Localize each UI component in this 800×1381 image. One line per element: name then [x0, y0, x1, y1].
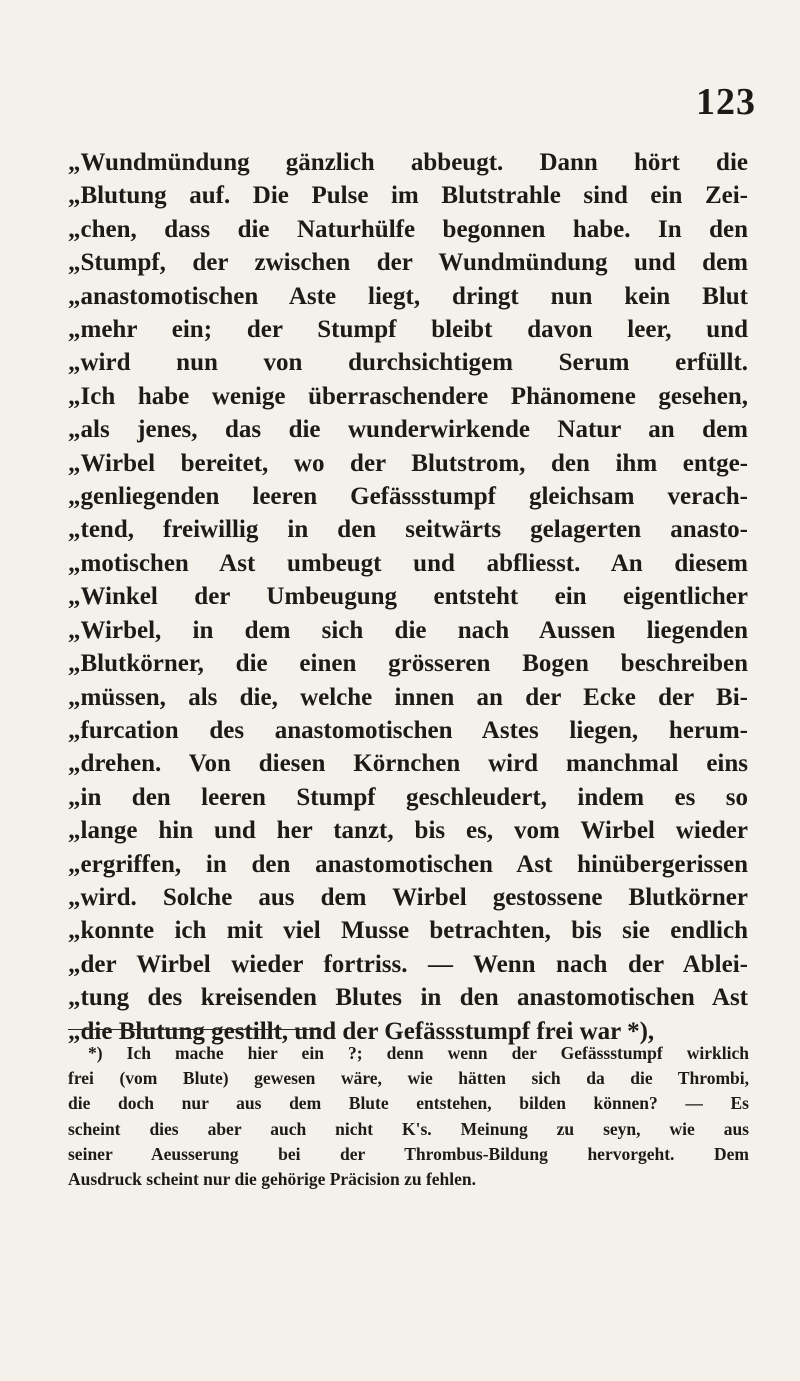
footnote	[68, 1041, 749, 1192]
footnote-divider	[68, 1029, 322, 1030]
body-line: „Wundmündung gänzlich abbeugt. Dann hört die	[68, 149, 748, 176]
body-line: „Blutung auf. Die Pulse im Blutstrahle sind ein Zei-	[68, 182, 748, 210]
body-line: „ergriffen, in den anastomotischen Ast hinübergerissen	[68, 850, 748, 878]
body-line: „tung des kreisenden Blutes in den anastomotischen Ast	[68, 984, 748, 1012]
body-line: „anastomotischen Aste liegt, dringt nun kein Blut	[68, 282, 748, 310]
body-text	[68, 146, 748, 1048]
body-line: „lange hin und her tanzt, bis es, vom Wirbel wieder	[68, 817, 748, 845]
body-line: „konnte ich mit viel Musse betrachten, bis sie endlich	[68, 917, 748, 945]
body-line: „mehr ein; der Stumpf bleibt davon leer, und	[68, 316, 748, 344]
page-number: 123	[696, 81, 756, 123]
body-line: „tend, freiwillig in den seitwärts gelagerten anasto-	[68, 516, 748, 544]
footnote-line: scheint dies aber auch nicht K's. Meinung zu seyn, wie aus	[68, 1118, 749, 1139]
body-line: „chen, dass die Naturhülfe begonnen habe. In den	[68, 215, 748, 243]
body-line: „drehen. Von diesen Körnchen wird manchmal eins	[68, 750, 748, 778]
body-line: „die Blutung gestillt, und der Gefässstumpf frei war *),	[68, 1017, 655, 1045]
body-line: „Ich habe wenige überraschendere Phänomene gesehen,	[68, 382, 748, 410]
footnote-line: frei (vom Blute) gewesen wäre, wie hätten sich da die Thrombi,	[68, 1068, 749, 1089]
body-line: „genliegenden leeren Gefässstumpf gleichsam verach-	[68, 483, 748, 511]
body-line: „müssen, als die, welche innen an der Ecke der Bi-	[68, 683, 748, 711]
body-line: „Stumpf, der zwischen der Wundmündung und dem	[68, 249, 748, 277]
body-line: „in den leeren Stumpf geschleudert, indem es so	[68, 783, 748, 811]
footnote-line: Ausdruck scheint nur die gehörige Präcision zu fehlen.	[68, 1169, 477, 1190]
body-line: „Wirbel bereitet, wo der Blutstrom, den ihm entge-	[68, 449, 748, 477]
body-line: „wird. Solche aus dem Wirbel gestossene Blutkörner	[68, 883, 748, 911]
footnote-line: *) Ich mache hier ein ?; denn wenn der Gefässstumpf wirklich	[88, 1043, 749, 1063]
body-line: „der Wirbel wieder fortriss. — Wenn nach der Ablei-	[68, 950, 748, 978]
footnote-line: seiner Aeusserung bei der Thrombus-Bildung hervorgeht. Dem	[68, 1143, 749, 1164]
body-line: „Wirbel, in dem sich die nach Aussen liegenden	[68, 616, 748, 644]
footnote-line: die doch nur aus dem Blute entstehen, bilden können? — Es	[68, 1093, 749, 1114]
body-line: „wird nun von durchsichtigem Serum erfüllt.	[68, 349, 748, 377]
body-line: „furcation des anastomotischen Astes liegen, herum-	[68, 716, 748, 744]
body-line: „Blutkörner, die einen grösseren Bogen beschreiben	[68, 650, 748, 678]
body-line: „als jenes, das die wunderwirkende Natur an dem	[68, 416, 748, 444]
body-line: „Winkel der Umbeugung entsteht ein eigentlicher	[68, 583, 748, 611]
body-line: „motischen Ast umbeugt und abfliesst. An diesem	[68, 549, 748, 577]
